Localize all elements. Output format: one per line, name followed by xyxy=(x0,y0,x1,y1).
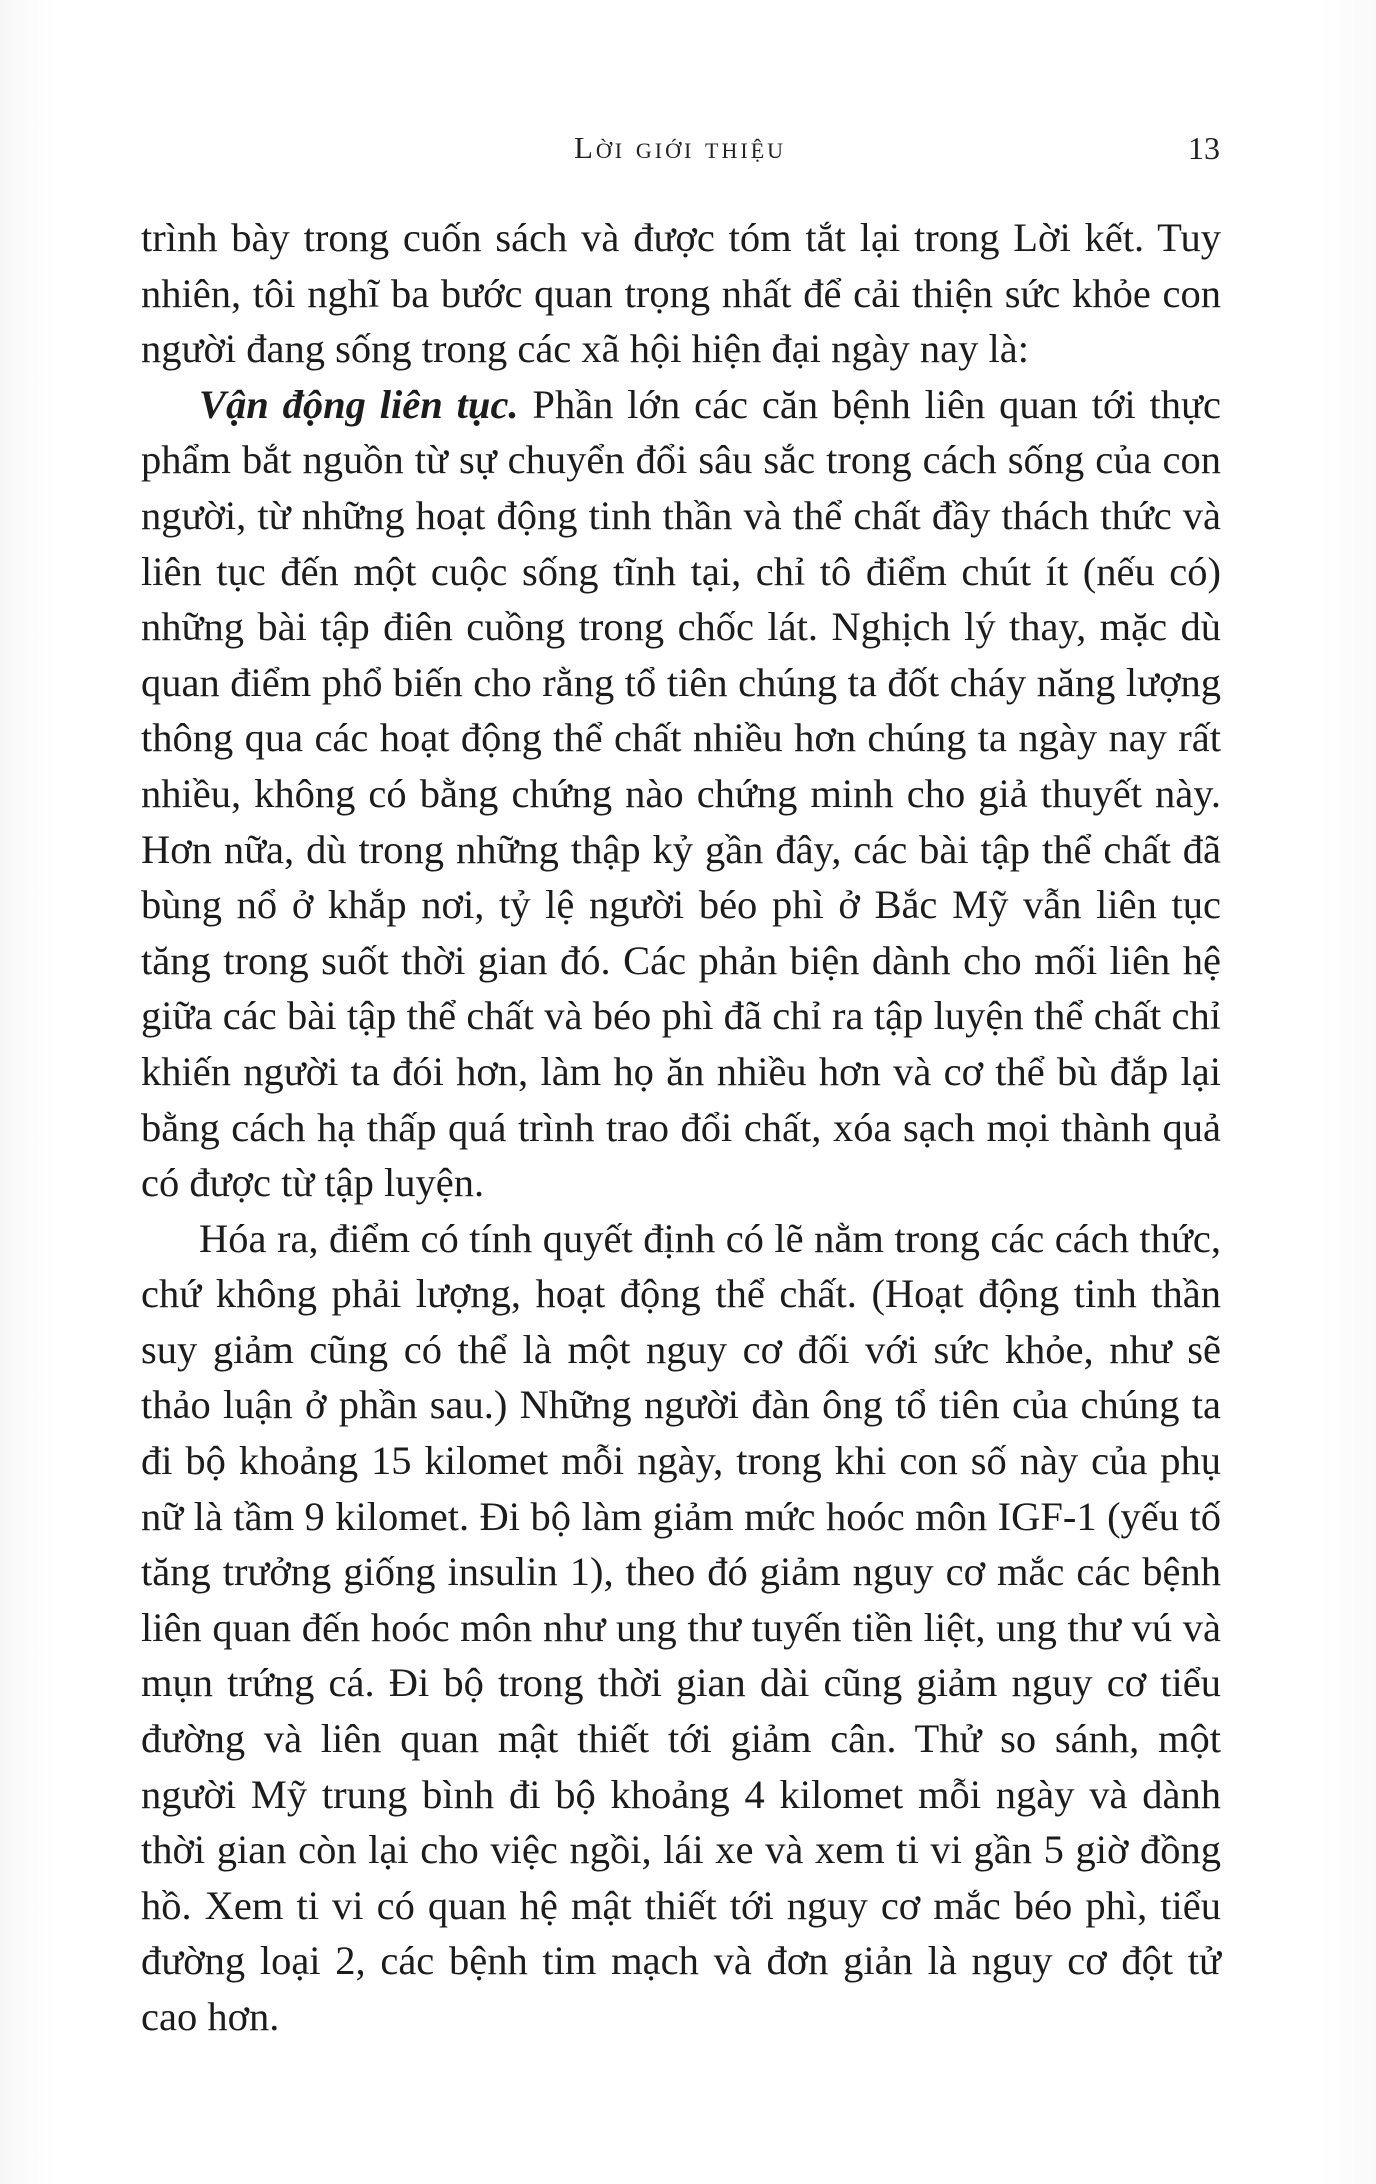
paragraph-2 xyxy=(141,377,1221,1211)
paragraph-3-text: Hóa ra, điểm có tính quyết định có lẽ nằm trong các cách thức, chứ không phải lượng, hoạt động thể chất. (Hoạt động tinh thần suy giảm cũng có thể là một nguy cơ đối với sức khỏe, như sẽ thảo luận ở phần sau.) Những người đàn ông tổ tiên của chúng ta đi bộ khoảng 15 kilomet mỗi ngày, trong khi con số này của phụ nữ là tầm 9 kilomet. Đi bộ làm giảm mức hoóc môn IGF-1 (yếu tố tăng trưởng giống insulin 1), theo đó giảm nguy cơ mắc các bệnh liên quan đến hoóc môn như ung thư tuyến tiền liệt, ung thư vú và mụn trứng cá. Đi bộ trong thời gian dài cũng giảm nguy cơ tiểu đường và liên quan mật thiết tới giảm cân. Thử so sánh, một người Mỹ trung bình đi bộ khoảng 4 kilomet mỗi ngày và dành thời gian còn lại cho việc ngồi, lái xe và xem ti vi gần 5 giờ đồng hồ. Xem ti vi có quan hệ mật thiết tới nguy cơ mắc béo phì, tiểu đường loại 2, các bệnh tim mạch và đơn giản là nguy cơ đột tử cao hơn. xyxy=(141,1215,1221,2039)
running-head xyxy=(140,130,1220,190)
paragraph-2-lead: Vận động liên tục. xyxy=(199,381,519,427)
paragraph-1 xyxy=(141,210,1221,377)
page-number: 13 xyxy=(1188,130,1220,166)
body-text xyxy=(141,210,1221,2045)
paragraph-1-text: trình bày trong cuốn sách và được tóm tắt lại trong Lời kết. Tuy nhiên, tôi nghĩ ba bước quan trọng nhất để cải thiện sức khỏe con người đang sống trong các xã hội hiện đại ngày nay là: xyxy=(141,215,1221,372)
paragraph-3 xyxy=(141,1211,1221,2045)
paragraph-2-text: Phần lớn các căn bệnh liên quan tới thực phẩm bắt nguồn từ sự chuyển đổi sâu sắc trong cách sống của con người, từ những hoạt động tinh thần và thể chất đầy thách thức và liên tục đến một cuộc sống tĩnh tại, chỉ tô điểm chút ít (nếu có) những bài tập điên cuồng trong chốc lát. Nghịch lý thay, mặc dù quan điểm phổ biến cho rằng tổ tiên chúng ta đốt cháy năng lượng thông qua các hoạt động thể chất nhiều hơn chúng ta ngày nay rất nhiều, không có bằng chứng nào chứng minh cho giả thuyết này. Hơn nữa, dù trong những thập kỷ gần đây, các bài tập thể chất đã bùng nổ ở khắp nơi, tỷ lệ người béo phì ở Bắc Mỹ vẫn liên tục tăng trong suốt thời gian đó. Các phản biện dành cho mối liên hệ giữa các bài tập thể chất và béo phì đã chỉ ra tập luyện thể chất chỉ khiến người ta đói hơn, làm họ ăn nhiều hơn và cơ thể bù đắp lại bằng cách hạ thấp quá trình trao đổi chất, xóa sạch mọi thành quả có được từ tập luyện. xyxy=(141,381,1221,1206)
running-title: Lời giới thiệu xyxy=(573,130,787,165)
